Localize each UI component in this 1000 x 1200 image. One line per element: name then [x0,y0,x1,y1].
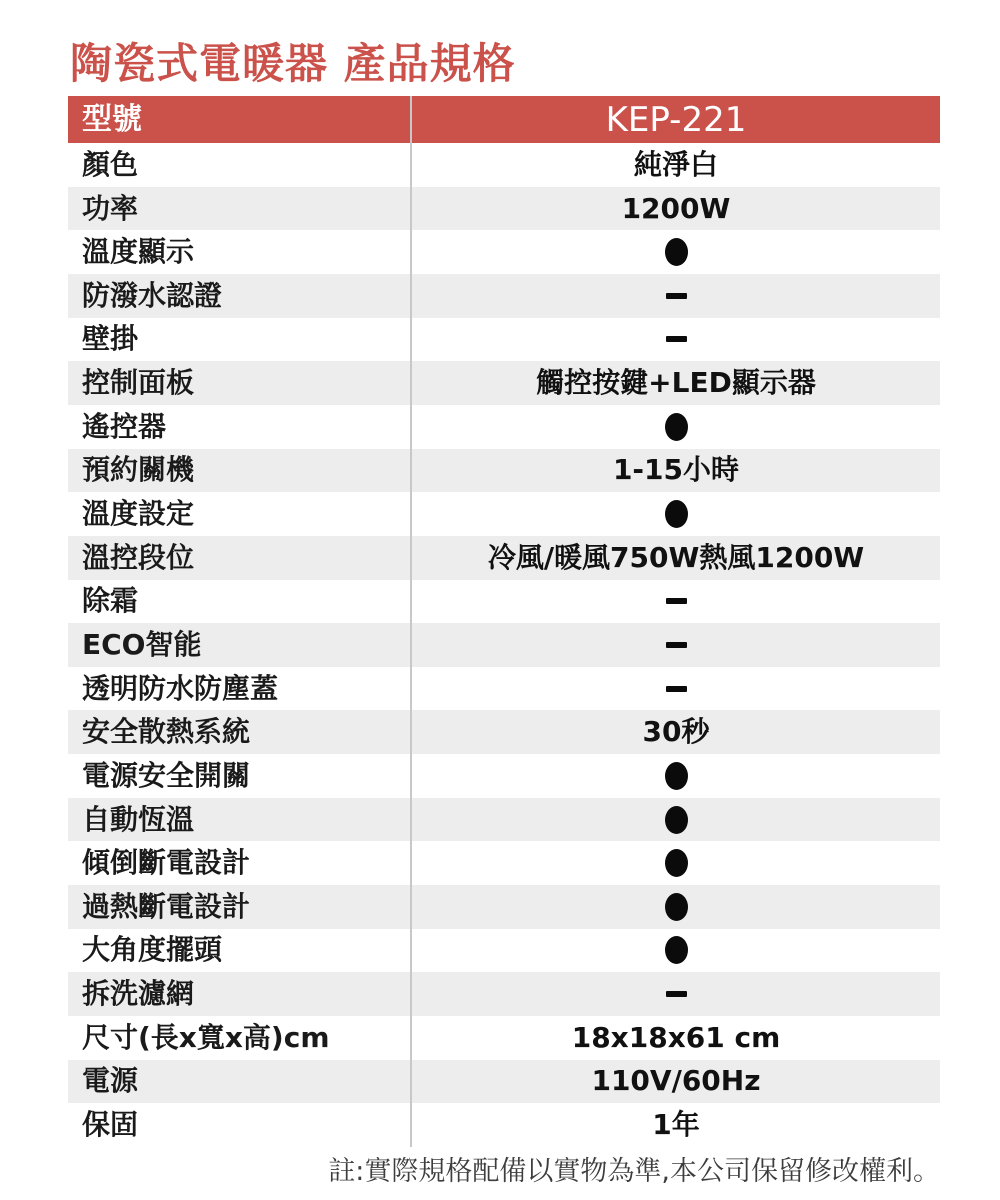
spec-label: 除霜 [82,584,139,618]
spec-value [410,754,940,798]
table-row [68,710,940,754]
spec-label: 安全散熱系統 [82,715,251,749]
dot-indicator [665,806,688,834]
table-row [68,841,940,885]
table-row [68,187,940,231]
spec-table [68,96,940,1147]
dot-indicator [665,500,688,528]
table-row [68,972,940,1016]
spec-label: 過熱斷電設計 [82,889,251,923]
page-title: 陶瓷式電暖器 產品規格 [70,39,516,88]
spec-value [410,972,940,1016]
spec-value [410,623,940,667]
spec-value: 觸控按鍵+LED顯示器 [410,361,940,405]
table-row [68,405,940,449]
table-row [68,667,940,711]
spec-label: 功率 [82,191,139,225]
spec-value [410,929,940,973]
table-header-label: 型號 [82,101,142,137]
dash-indicator [666,293,687,299]
table-row [68,580,940,624]
table-row [68,1103,940,1147]
table-header-row [68,96,940,143]
spec-value: 18x18x61 cm [410,1016,940,1060]
spec-label: 電源安全開關 [82,758,251,792]
table-row [68,1016,940,1060]
spec-value: 1-15小時 [410,449,940,493]
spec-value [410,885,940,929]
spec-value: 110V/60Hz [410,1060,940,1104]
spec-value [410,318,940,362]
table-row [68,536,940,580]
spec-label: 拆洗濾網 [82,977,195,1011]
spec-label: 自動恆溫 [82,802,195,836]
table-row [68,929,940,973]
dot-indicator [665,893,688,921]
spec-value [410,580,940,624]
dash-indicator [666,686,687,692]
spec-value [410,841,940,885]
spec-label: 溫度顯示 [82,235,195,269]
table-row [68,449,940,493]
spec-label: 溫控段位 [82,540,195,574]
table-row [68,885,940,929]
dot-indicator [665,238,688,266]
spec-label: 遙控器 [82,409,167,443]
table-row [68,143,940,187]
spec-value: 冷風/暖風750W熱風1200W [410,536,940,580]
table-row [68,754,940,798]
dot-indicator [665,762,688,790]
spec-label: 防潑水認證 [82,278,223,312]
table-rows [68,143,940,1147]
dash-indicator [666,991,687,997]
spec-value [410,274,940,318]
spec-value [410,667,940,711]
footer-note: 註:實際規格配備以實物為準,本公司保留修改權利。 [328,1155,940,1187]
table-row [68,1060,940,1104]
spec-label: 透明防水防塵蓋 [82,671,279,705]
spec-value: 純淨白 [410,143,940,187]
spec-value [410,230,940,274]
dot-indicator [665,849,688,877]
spec-label: 顏色 [82,147,139,181]
spec-label: 傾倒斷電設計 [82,846,251,880]
dot-indicator [665,936,688,964]
spec-label: 保固 [82,1108,139,1141]
spec-value: 1年 [410,1103,940,1147]
table-row [68,361,940,405]
table-row [68,274,940,318]
spec-label: 大角度擺頭 [82,933,223,967]
spec-value [410,492,940,536]
table-row [68,798,940,842]
spec-value: 1200W [410,187,940,231]
table-row [68,230,940,274]
dot-indicator [665,413,688,441]
spec-value [410,798,940,842]
spec-label: ECO智能 [82,627,202,661]
spec-label: 溫度設定 [82,497,195,531]
spec-value [410,405,940,449]
dash-indicator [666,598,687,604]
dash-indicator [666,336,687,342]
spec-label: 預約關機 [82,453,195,487]
table-row [68,318,940,362]
table-row [68,623,940,667]
spec-label: 控制面板 [82,366,195,400]
spec-sheet-content [68,39,940,1188]
spec-label: 壁掛 [82,322,139,356]
table-header-model-value: KEP-221 [410,96,940,143]
spec-value: 30秒 [410,710,940,754]
spec-label: 尺寸(長x寬x高)cm [82,1020,330,1054]
spec-label: 電源 [82,1064,139,1098]
table-row [68,492,940,536]
dash-indicator [666,642,687,648]
